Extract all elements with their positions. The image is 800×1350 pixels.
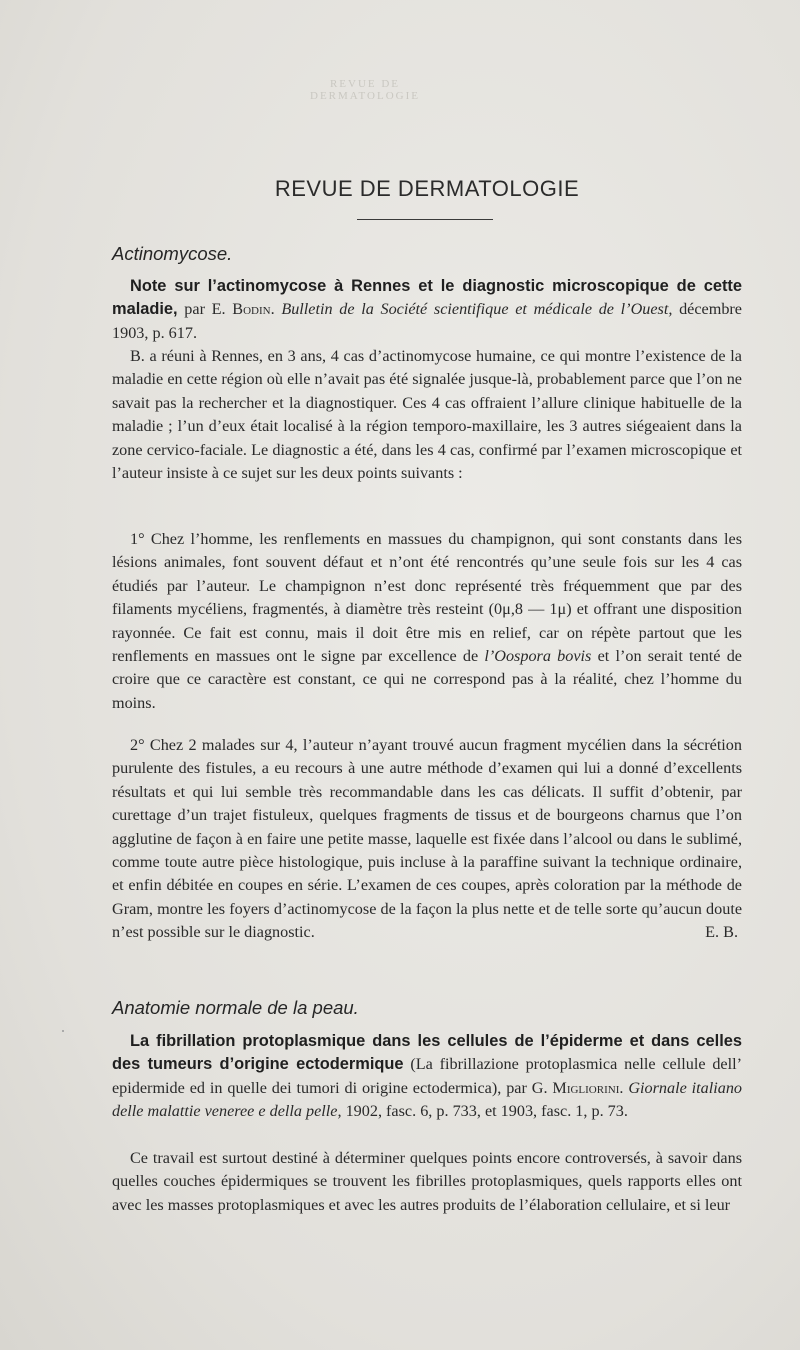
article-reference-2 [112, 1030, 742, 1124]
paragraph-text: 1° Chez l’homme, les renflements en massues du champignon, qui sont constants dans les lésions animales, font souvent défaut et n’ont été rencontrés qu’une seule fois sur les 4 cas étudiés par l’auteur. Le champignon n’est donc représenté très fréquemment que par des filaments mycéliens, fragmentés, à diamètre très resteint (0μ,8 — 1μ) et offrant une disposition rayonnée. Ce fait est connu, mais il doit être mis en relief, car on répète partout que les renflements en massues ont le signe par excellence de [112, 530, 742, 666]
citation-details: décembre 1903, p. 617. [112, 300, 742, 342]
section-heading-actinomycose: Actinomycose. [112, 243, 233, 264]
article-title: La fibrillation protoplasmique dans les cellules de l’épiderme et dans celles des tumeurs d’origine ectodermique [112, 1032, 742, 1074]
author-prefix: par E. [184, 300, 226, 319]
section-heading-anatomie: Anatomie normale de la peau. [112, 997, 359, 1018]
paragraph: Ce travail est surtout destiné à déterminer quelques points encore controversés, à savoir dans quelles couches épidermiques se trouvent les fibrilles protoplasmiques, quels rapports elles ont avec les masses protoplasmiques et avec les autres produits de l’élaboration cellulaire, et si leur [112, 1149, 742, 1214]
paragraph [112, 528, 742, 715]
article-title: Note sur l’actinomycose à Rennes et le diagnostic microscopique de cette maladie, [112, 277, 742, 319]
title-rule [357, 219, 493, 220]
author-prefix: par G. [506, 1078, 548, 1097]
journal-citation: Bulletin de la Société scientifique et médicale de l’Ouest, [281, 300, 673, 319]
article-reference-1 [112, 275, 742, 345]
journal-citation: Giornale italiano delle malattie veneree e della pelle, [112, 1078, 743, 1121]
signature: E. B. [705, 923, 738, 942]
species-name: l’Oospora bovis [484, 647, 592, 666]
margin-speck [62, 1030, 64, 1032]
original-title: (La fibrillazione protoplasmica nelle cellule dell’ epidermide ed in quelle dei tumori di origine ectodermica), [112, 1055, 742, 1097]
paragraph-text: 2° Chez 2 malades sur 4, l’auteur n’ayant trouvé aucun fragment mycélien dans la sécrétion purulente des fistules, a eu recours à une autre méthode d’examen qui lui a donné d’excellents résultats et qui lui semble très recommandable dans les cas délicats. Il suffit d’obtenir, par curettage d’un trajet fistuleux, quelques fragments de tissus et de bourgeons charnus que l’on agglutine de façon à en faire une petite masse, laquelle est fixée dans l’alcool ou dans le sublimé, comme toute autre pièce histologique, puis incluse à la paraffine suivant la technique ordinaire, et enfin débitée en coupes en série. L’examen de ces coupes, après coloration par la méthode de Gram, montre les foyers d’actinomycose de la façon la plus nette et de telle sorte qu’aucun doute n’est possible sur le diagnostic. [112, 736, 742, 942]
page-title: REVUE DE DERMATOLOGIE [274, 176, 580, 201]
paragraph: B. a réuni à Rennes, en 3 ans, 4 cas d’actinomycose humaine, ce qui montre l’existence de la maladie en cette région où elle n’avait pas été signalée jusque-là, probablement parce que l’on ne savait pas la rechercher et la diagnostiquer. Ces 4 cas offraient l’allure clinique habituelle de la maladie ; l’un d’eux était localisé à la région temporo-maxillaire, les 3 autres siégeaient dans la zone cervico-faciale. Le diagnostic a été, dans les 4 cas, confirmé par l’examen microscopique et l’auteur insiste à ce sujet sur les deux points suivants : [112, 347, 742, 483]
citation-details: 1902, fasc. 6, p. 733, et 1903, fasc. 1, p. 73. [345, 1102, 628, 1121]
paragraph [112, 734, 742, 945]
author-name: Bodin. [232, 300, 275, 319]
paragraph-text: et l’on serait tenté de croire que ce caractère est constant, ce qui ne correspond pas à la réalité, chez l’homme du moins. [112, 647, 742, 712]
ghost-running-head: REVUE DE DERMATOLOGIE [310, 78, 420, 102]
author-name: Migliorini. [552, 1078, 624, 1097]
